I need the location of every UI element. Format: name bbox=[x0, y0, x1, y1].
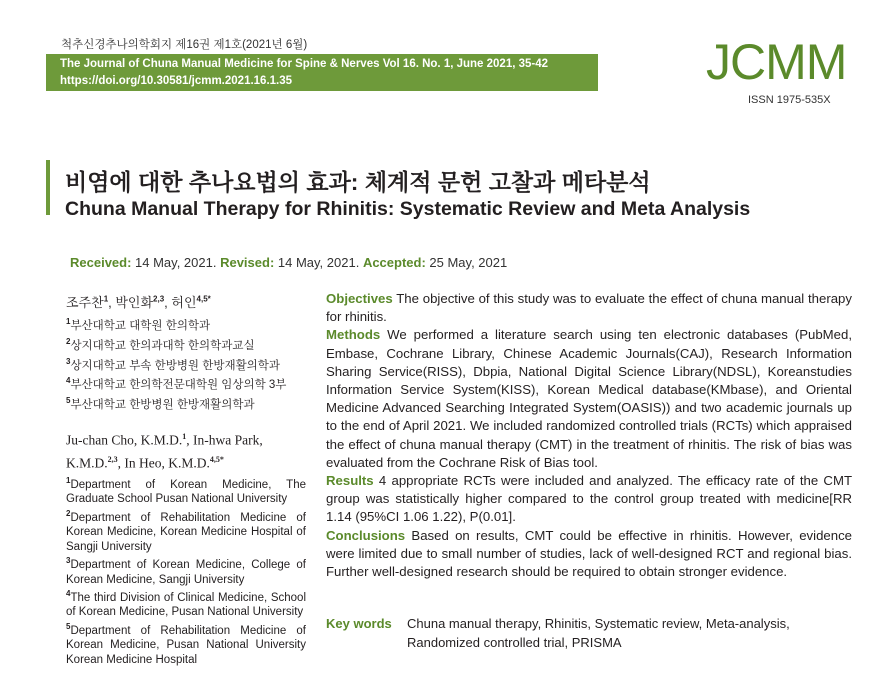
journal-logo: JCMM bbox=[706, 34, 847, 90]
author-affiliation-marker: 4,5* bbox=[209, 454, 224, 464]
journal-banner bbox=[46, 54, 598, 91]
keywords-label: Key words bbox=[326, 616, 392, 631]
author-name: , 박인화 bbox=[108, 295, 154, 310]
journal-name-korean: 척추신경추나의학회지 제16권 제1호(2021년 6월) bbox=[61, 39, 308, 51]
conclusions-text: Based on results, CMT could be effective in rhinitis. However, evidence were limited due to small number of studies, lack of well-designed RCT and regional bias. Further well-designed research should be required to obtain stronger evidence. bbox=[326, 527, 852, 580]
conclusions-label: Conclusions bbox=[326, 527, 406, 543]
keywords-line: Randomized controlled trial, PRISMA bbox=[407, 635, 622, 650]
affiliation-number: 1 bbox=[66, 476, 71, 486]
author-name: 조주찬 bbox=[66, 295, 104, 310]
affiliation-item bbox=[66, 554, 306, 587]
author-name: , 허인 bbox=[164, 295, 197, 310]
authors-english bbox=[66, 427, 306, 472]
affiliation-item bbox=[66, 587, 306, 620]
manuscript-dates bbox=[70, 255, 507, 270]
affiliation-item bbox=[66, 373, 306, 393]
abstract-results bbox=[326, 472, 852, 527]
author-name: , In-hwa Park, K.M.D. bbox=[66, 432, 263, 471]
affiliation-number: 2 bbox=[66, 336, 71, 346]
keywords-values bbox=[407, 614, 837, 652]
affiliation-text: The third Division of Clinical Medicine, School of Korean Medicine, Pusan National University bbox=[66, 591, 306, 619]
affiliation-text: Department of Korean Medicine, College of Korean Medicine, Sangji University bbox=[66, 559, 306, 586]
affiliation-number: 5 bbox=[66, 621, 71, 631]
received-date: 14 May, 2021. bbox=[131, 255, 221, 270]
results-text: 4 appropriate RCTs were included and analyzed. The efficacy rate of the CMT group was statistically higher compared to the control group treated with medicine[RR 1.14 (95%CI 1.06 1.22), P(0.01]. bbox=[326, 473, 852, 525]
author-affiliation-marker: 1 bbox=[182, 432, 187, 442]
affiliation-text: 부산대학교 한의학전문대학원 임상의학 3부 bbox=[70, 379, 287, 392]
keywords-line: Chuna manual therapy, Rhinitis, Systematic review, Meta-analysis, bbox=[407, 616, 790, 631]
affiliation-item bbox=[66, 507, 306, 554]
affiliation-number: 2 bbox=[66, 508, 71, 518]
methods-label: Methods bbox=[326, 327, 381, 343]
author-affiliation-marker: 2,3 bbox=[107, 454, 118, 464]
affiliation-text: 상지대학교 부속 한방병원 한방재활의학과 bbox=[70, 359, 280, 372]
methods-text: We performed a literature search using ten electronic databases (PubMed, Embase, Cochrane Library, Chinese Academic Journals(CAJ), Research Information Sharing Service(RISS), Dbpia, National Digital Science Library(NDSL), Koreanstudies Information Service System(KISS), Korean Medical database(KMbase), and Oriental Medicine Advanced Searching Integrated System(OASIS)) and two academic journals up to the end of April 2021. We included randomized controlled trials (RCTs) which appraised the effect of chuna manual therapy (CMT) in the treatment of rhinitis. The risk of bias was evaluated from the Cochrane Risk of Bias tool. bbox=[326, 327, 852, 470]
issn: ISSN 1975-535X bbox=[748, 94, 831, 106]
affiliation-item bbox=[66, 354, 306, 374]
authors-korean bbox=[66, 292, 306, 311]
author-affiliation-marker: 1 bbox=[103, 294, 109, 304]
abstract bbox=[326, 290, 852, 581]
affiliation-number: 3 bbox=[66, 556, 71, 566]
affiliation-text: 상지대학교 한의과대학 한의학과교실 bbox=[70, 339, 255, 352]
title-accent-bar bbox=[46, 160, 50, 215]
affiliation-item bbox=[66, 620, 306, 667]
results-label: Results bbox=[326, 473, 374, 489]
affiliations-korean bbox=[66, 314, 306, 413]
author-affiliation-marker: 4,5* bbox=[196, 294, 211, 304]
objectives-label: Objectives bbox=[326, 291, 393, 306]
accepted-label: Accepted: bbox=[362, 255, 426, 270]
revised-date: 14 May, 2021. bbox=[274, 255, 363, 270]
affiliation-item bbox=[66, 314, 306, 334]
abstract-conclusions bbox=[326, 527, 852, 582]
objectives-text: The objective of this study was to evaluate the effect of chuna manual therapy for rhinitis. bbox=[326, 291, 852, 325]
abstract-methods bbox=[326, 326, 852, 472]
author-affiliation-marker: 2,3 bbox=[153, 294, 165, 304]
author-name: , In Heo, K.M.D. bbox=[117, 455, 210, 471]
affiliation-text: Department of Korean Medicine, The Graduate School Pusan National University bbox=[66, 478, 306, 506]
abstract-objectives bbox=[326, 290, 852, 326]
doi-link[interactable]: https://doi.org/10.30581/jcmm.2021.16.1.35 bbox=[60, 75, 293, 87]
affiliation-item bbox=[66, 334, 306, 354]
author-name: Ju-chan Cho, K.M.D. bbox=[66, 432, 183, 448]
affiliation-text: Department of Rehabilitation Medicine of Korean Medicine, Korean Medicine Hospital of Sangji University bbox=[66, 511, 306, 553]
affiliation-number: 4 bbox=[66, 589, 71, 599]
title-english: Chuna Manual Therapy for Rhinitis: Systematic Review and Meta Analysis bbox=[65, 198, 751, 220]
affiliation-number: 5 bbox=[66, 396, 71, 406]
affiliation-text: 부산대학교 한방병원 한방재활의학과 bbox=[70, 399, 255, 412]
journal-name-english: The Journal of Chuna Manual Medicine for Spine & Nerves Vol 16. No. 1, June 2021, 35-42 bbox=[60, 58, 549, 70]
affiliation-number: 4 bbox=[66, 376, 71, 386]
affiliation-item bbox=[66, 474, 306, 507]
affiliation-text: 부산대학교 대학원 한의학과 bbox=[70, 319, 211, 332]
affiliations-english bbox=[66, 474, 306, 667]
author-column bbox=[66, 292, 306, 667]
revised-label: Revised: bbox=[220, 255, 275, 270]
affiliation-number: 1 bbox=[66, 317, 71, 326]
affiliation-text: Department of Rehabilitation Medicine of Korean Medicine, Pusan National University Korean Medicine Hospital bbox=[66, 624, 306, 666]
accepted-date: 25 May, 2021 bbox=[425, 255, 508, 270]
affiliation-item bbox=[66, 393, 306, 413]
keywords bbox=[326, 614, 852, 652]
affiliation-number: 3 bbox=[66, 356, 71, 366]
received-label: Received: bbox=[70, 255, 132, 270]
title-korean: 비염에 대한 추나요법의 효과: 체계적 문헌 고찰과 메타분석 bbox=[65, 169, 651, 195]
